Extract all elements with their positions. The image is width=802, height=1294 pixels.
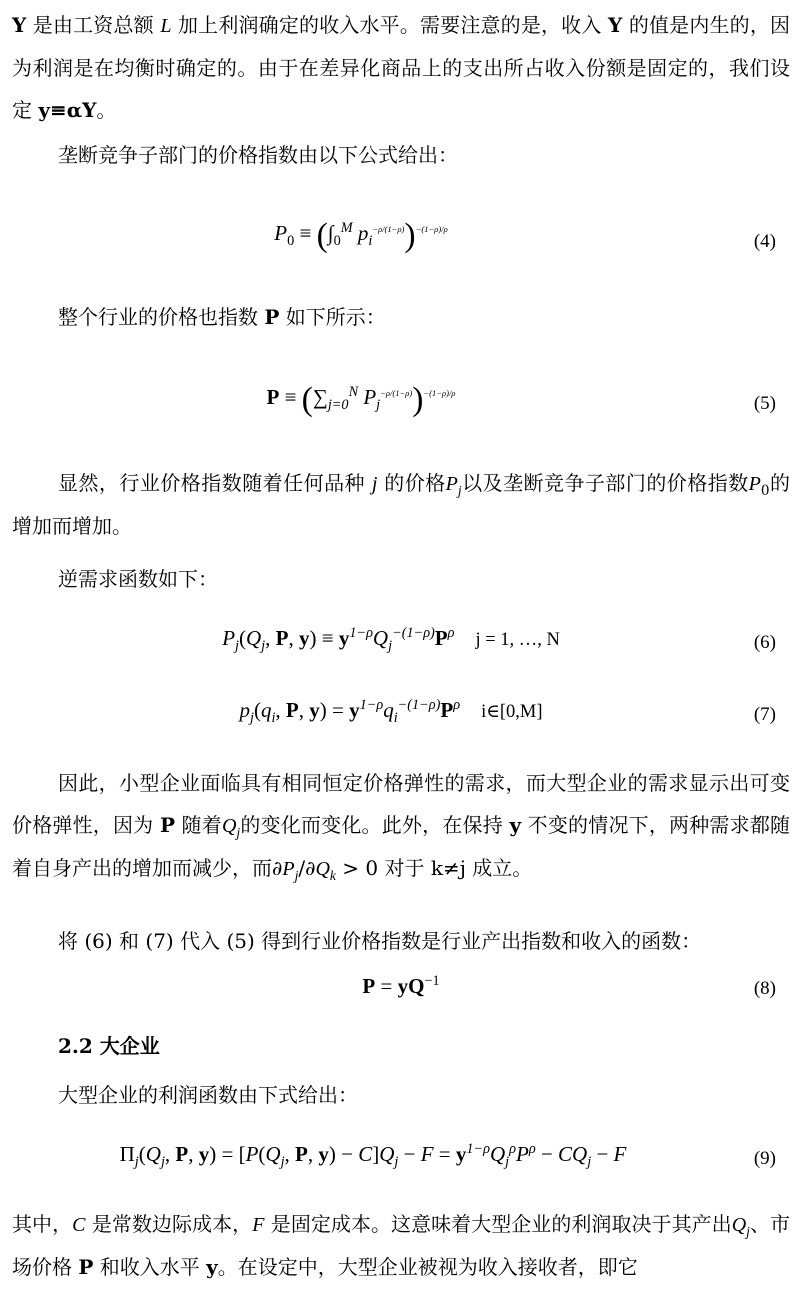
equation-6 xyxy=(12,616,790,676)
paragraph-demand-elasticity: 因此，小型企业面临具有相同恒定价格弹性的需求，而大型企业的需求显示出可变价格弹性，因为 P 随着$Q_j$的变化而变化。此外，在保持 y 不变的情况下，两种需求都随着自身产出的增加而减少，而$\partial P_j/\partial Q_k > 0$ 对于 k≠j 成立。 xyxy=(12,771,791,883)
equation-9-body: $\Pi_j(Q_j$, P, $y) = [P(Q_j$, P, $y) - C]Q_j - F = y^{1-\rho}Q_j^\rho P^\rho - CQ_j - F$ xyxy=(119,1141,627,1171)
paragraph-price-index-intro: 垄断竞争子部门的价格指数由以下公式给出： xyxy=(58,143,458,167)
equation-7 xyxy=(12,688,790,748)
equation-4-number: (4) xyxy=(753,231,776,252)
equation-9 xyxy=(12,1132,790,1192)
equation-8-number: (8) xyxy=(753,978,776,999)
paragraph-substitution: 将 (6) 和 (7) 代入 (5) 得到行业价格指数是行业产出指数和收入的函数： xyxy=(58,929,702,953)
equation-7-body: $p_j(q_i$, P, $y) = y^{1-\rho}q_i^{-(1-\rho)}P^\rho$ i∈[0,M] xyxy=(239,697,543,727)
paragraph-cost-definition: 其中，C 是常数边际成本，F 是固定成本。这意味着大型企业的利润取决于其产出$Q_j$、市场价格 P 和收入水平 y。在设定中，大型企业被视为收入接收者，即它 xyxy=(12,1212,791,1279)
equation-4 xyxy=(12,213,790,273)
equation-7-number: (7) xyxy=(753,704,776,725)
paragraph-industry-price-intro: 整个行业的价格也指数 P 如下所示： xyxy=(58,305,386,329)
paragraph-price-index-increase: 显然，行业价格指数随着任何品种 j 的价格$P_j$以及垄断竞争子部门的价格指数$P_0$的增加而增加。 xyxy=(12,471,791,538)
equation-6-body: $P_j(Q_j$, P, $y) \equiv y^{1-\rho}Q_j^{-(1-\rho)}P^\rho$ j = 1, …, N xyxy=(222,625,560,655)
equation-5-number: (5) xyxy=(753,393,776,414)
equation-8 xyxy=(12,966,790,1010)
equation-8-body: $P = yQ^{-1}$ xyxy=(362,973,440,998)
equation-5-body: $P \equiv (\sum_{j=0}^N$ $P_j^{-\rho/(1-\rho)})^{-(1-\rho)/\rho}$ xyxy=(266,381,456,418)
equation-9-number: (9) xyxy=(753,1148,776,1169)
paragraph-inverse-demand-intro: 逆需求函数如下： xyxy=(58,567,218,591)
equation-5 xyxy=(12,375,790,435)
section-heading: 2.2 大企业 xyxy=(58,1034,160,1058)
equation-6-number: (6) xyxy=(753,632,776,653)
paragraph-profit-intro: 大型企业的利润函数由下式给出： xyxy=(58,1083,358,1107)
equation-4-body: $P_0 \equiv (\int_0^M$ $p_i^{-\rho/(1-\rho)})^{-(1-\rho)/\rho}$ xyxy=(274,217,448,254)
paragraph-income-definition: Y 是由工资总额 L 加上利润确定的收入水平。需要注意的是，收入 Y 的值是内生的，因为利润是在均衡时确定的。由于在差异化商品上的支出所占收入份额是固定的，我们设定 y≡αY。 xyxy=(12,13,791,122)
